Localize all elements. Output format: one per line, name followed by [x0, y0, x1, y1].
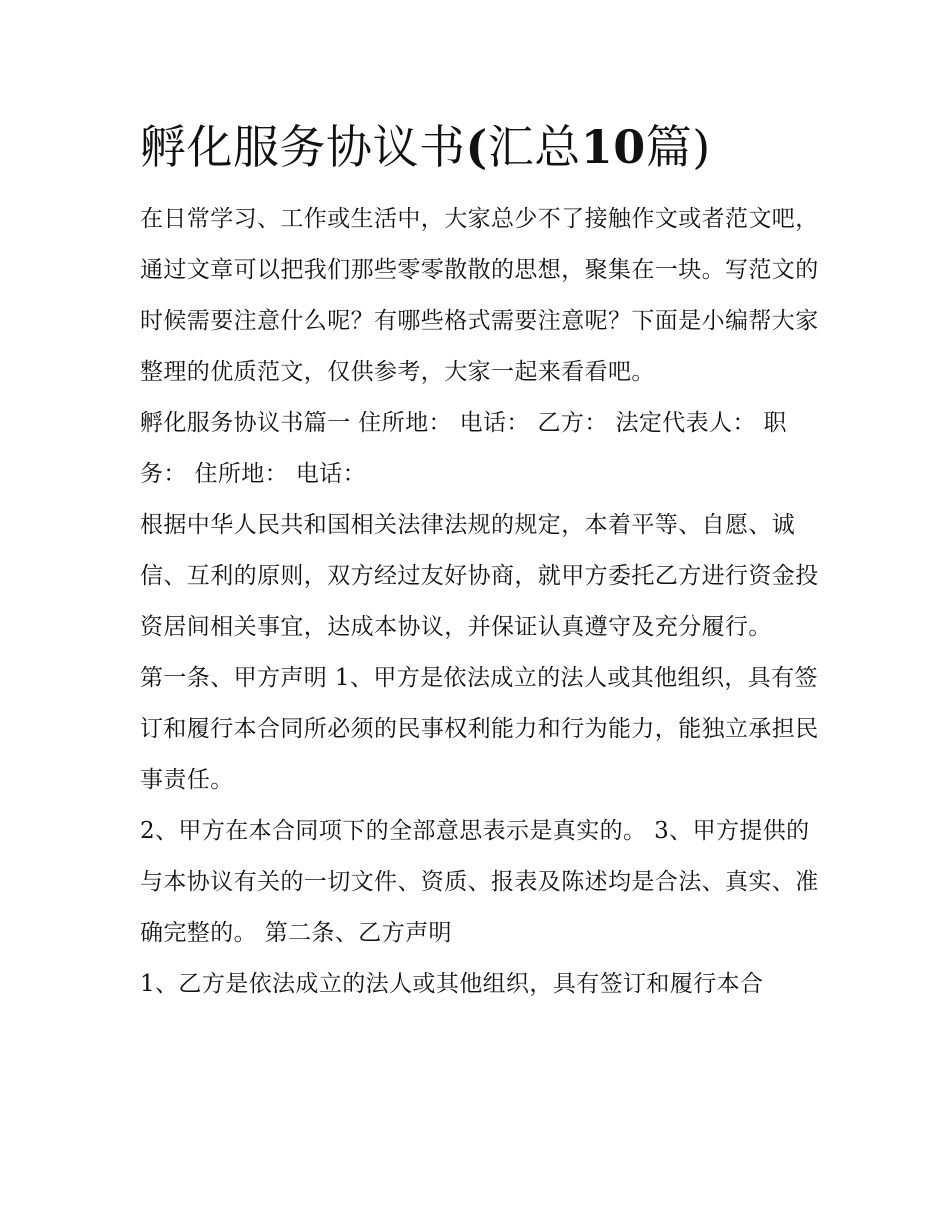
title-suffix: 篇)	[645, 120, 711, 174]
party-info-paragraph: 孵化服务协议书篇一 住所地： 电话： 乙方： 法定代表人： 职务： 住所地： 电话：	[140, 410, 787, 487]
document-title	[140, 112, 820, 182]
title-open-paren: (	[465, 120, 488, 174]
document-page	[140, 112, 820, 1010]
intro-paragraph: 在日常学习、工作或生活中，大家总少不了接触作文或者范文吧，通过文章可以把我们那些零零散散的思想，聚集在一块。写范文的时候需要注意什么呢？有哪些格式需要注意呢？下面是小编帮大家整理的优质范文，仅供参考，大家一起来看看吧。	[140, 206, 819, 385]
article-two-paragraph: 1、乙方是依法成立的法人或其他组织，具有签订和履行本合	[140, 971, 764, 997]
article-one-paragraph: 第一条、甲方声明 1、甲方是依法成立的法人或其他组织，具有签订和履行本合同所必须的民事权利能力和行为能力，能独立承担民事责任。	[140, 665, 819, 793]
title-summary: 汇总	[487, 120, 581, 174]
title-main: 孵化服务协议书	[140, 120, 466, 174]
preamble-paragraph: 根据中华人民共和国相关法律法规的规定，本着平等、自愿、诚信、互利的原则，双方经过友好协商，就甲方委托乙方进行资金投资居间相关事宜，达成本协议，并保证认真遵守及充分履行。	[140, 512, 819, 640]
title-count: 10	[580, 120, 646, 174]
article-one-continued-paragraph: 2、甲方在本合同项下的全部意思表示是真实的。 3、甲方提供的与本协议有关的一切文件、资质、报表及陈述均是合法、真实、准确完整的。 第二条、乙方声明	[140, 818, 819, 946]
